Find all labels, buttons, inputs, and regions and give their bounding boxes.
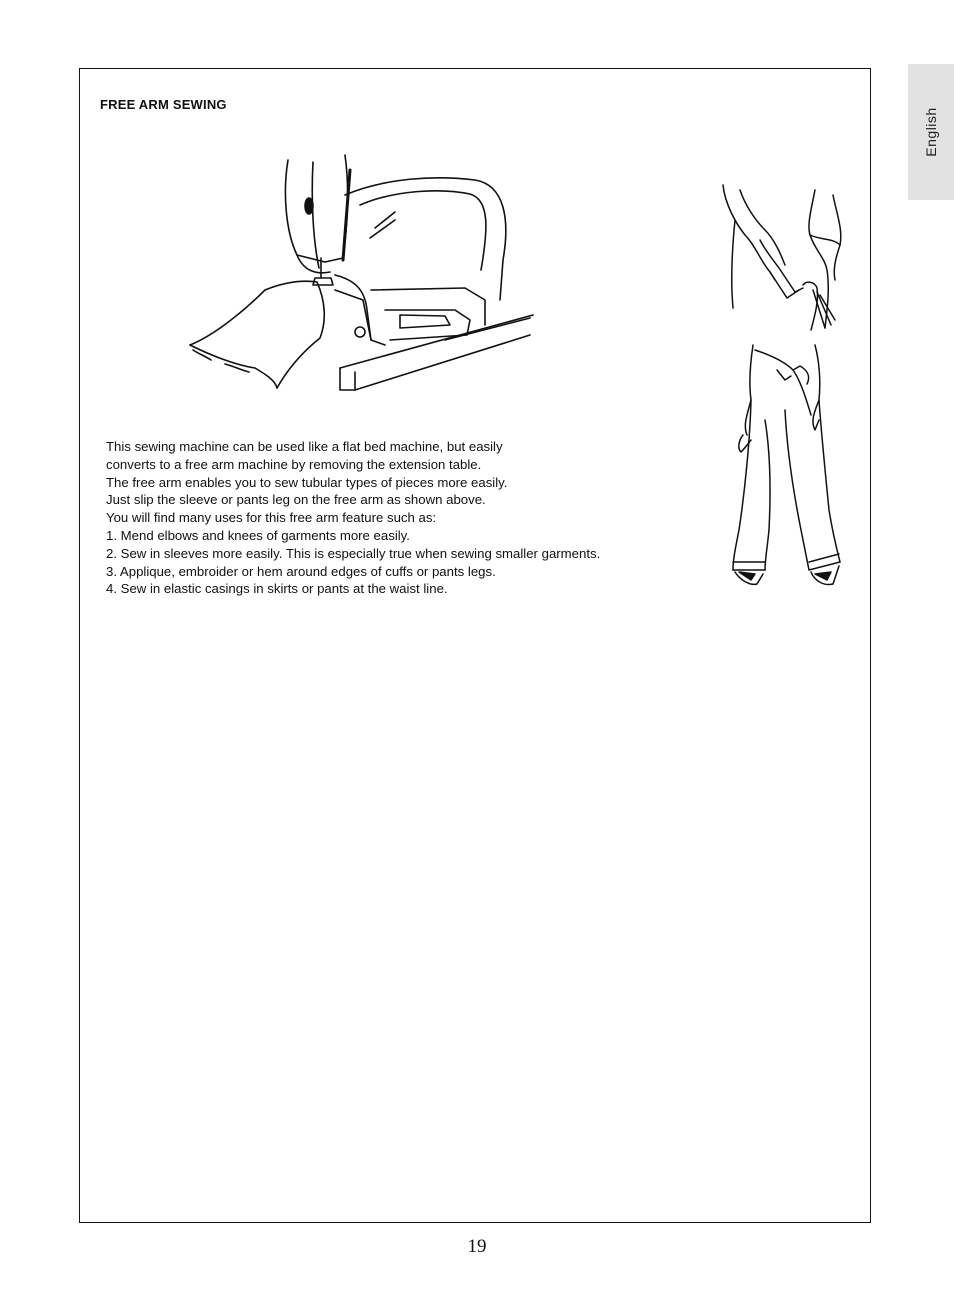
pants-leg-illustration xyxy=(715,340,865,590)
intro-line: You will find many uses for this free arm feature such as: xyxy=(106,510,437,526)
language-tab-label: English xyxy=(923,107,939,157)
instructions-text xyxy=(106,438,606,598)
language-tab xyxy=(908,64,954,200)
list-item: 1. Mend elbows and knees of garments more easily. xyxy=(106,527,410,543)
list-item: 3. Applique, embroider or hem around edges of cuffs or pants legs. xyxy=(106,563,496,579)
list-item: 4. Sew in elastic casings in skirts or pants at the waist line. xyxy=(106,581,448,597)
section-title: FREE ARM SEWING xyxy=(100,97,227,112)
intro-line: This sewing machine can be used like a flat bed machine, but easily xyxy=(106,439,503,454)
sleeve-illustration xyxy=(715,180,855,335)
intro-line: converts to a free arm machine by removing the extension table. xyxy=(106,456,482,472)
free-arm-machine-illustration xyxy=(185,150,540,400)
intro-line: Just slip the sleeve or pants leg on the free arm as shown above. xyxy=(106,492,486,508)
page-number: 19 xyxy=(467,1236,487,1257)
uses-list xyxy=(106,527,606,598)
intro-line: The free arm enables you to sew tubular types of pieces more easily. xyxy=(106,474,508,490)
list-item: 2. Sew in sleeves more easily. This is especially true when sewing smaller garments. xyxy=(106,545,601,561)
